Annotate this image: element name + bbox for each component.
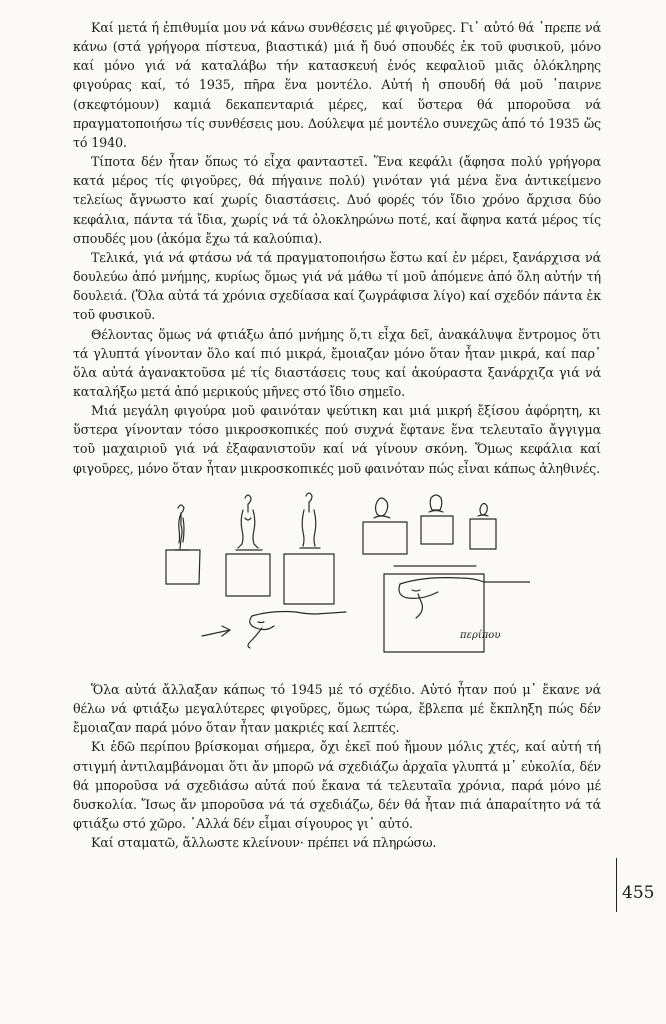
paragraph: Μιά μεγάλη φιγούρα μοῦ φαινόταν ψεύτικη και μιά μικρή ἔξίσου ἀφόρητη, κι ὕστερα γίνονταν τόσο μικροσκοπικές πού συχνά ἔφτανε ἕνα τελευταῖο ἄγγιγμα τοῦ μαχαιριοῦ γιά νά ἐξαφανιστοῦν καί νά γίνουν σκόνη. Ὅμως κεφάλια καί φιγοῦρες, μόνο ὅταν ἦταν μικροσκοπικές μοῦ φαινόταν πώς εἶναι κάπως ἀληθινές. — [73, 403, 601, 476]
bust-sketch-1 — [363, 498, 407, 554]
paragraph: Καί μετά ή ἐπιθυμία μου νά κάνω συνθέσεις μέ φιγοῦρες. Γι᾽ αὐτό θά ᾽πρεπε νά κάνω (στά γρήγορα πίστευα, βιαστικά) μιά ἤ δυό σπουδές ἐκ τοῦ φυσικοῦ, μόνο καί μόνο γιά νά καταλάβω τήν κατασκευή ἑνός κεφαλιοῦ μιᾶς ὁλόκληρης φιγούρας καί, τό 1935, πῆρα ἕνα μοντέλο. Αὐτή ἡ σπουδή θά μοῦ ᾽παιρνε (σκεφτόμουν) καμιά δεκαπενταριά μέρες, καί ὕστερα θά μποροῦσα νά πραγματοποιήσω τίς συνθέσεις μου. Δούλεψα μέ μοντέλο συνεχῶς ἀπό τό 1935 ὥς τό 1940. — [73, 20, 601, 150]
figure-caption: περίπου — [460, 630, 501, 641]
folio-rule — [616, 858, 617, 912]
paragraph: Καί σταματῶ, ἄλλωστε κλείνουν· πρέπει νά πληρώσω. — [91, 835, 437, 851]
paragraph: Τίποτα δέν ἦταν ὅπως τό εἶχα φανταστεῖ. Ἕνα κεφάλι (ἄφησα πολύ γρήγορα κατά μέρος τίς φιγοῦρες, θά πήγαινε πολύ) γινόταν γιά μένα ἕνα ἀντικείμενο τελείως ἄγνωστο καί χωρίς διαστάσεις. Δυό φορές τόν ἴδιο χρόνο ἄρχισα δύο κεφάλια, πάντα τά ἴδια, χωρίς νά τά ὁλοκληρώνω ποτέ, καί ἄφηνα κατά μέρος τίς σπουδές μου (ἀκόμα ἔχω τά καλούπια). — [73, 154, 601, 246]
bust-sketch-2 — [421, 495, 453, 544]
paragraph: Ὅλα αὐτά ἄλλαξαν κάπως τό 1945 μέ τό σχέδιο. Αὐτό ἦταν πού μ᾽ ἔκανε νά θέλω νά φτιάξω μεγαλύτερες φιγοῦρες, ὅμως τώρα, ἔβλεπα μέ ἔκπληξη πώς δέν ἔμοιαζαν παρά μόνο ὅταν ἦταν μακριές καί λεπτές. — [73, 682, 601, 736]
page-number: 455 — [622, 883, 655, 903]
paragraph: Κι ἐδῶ περίπου βρίσκομαι σήμερα, ὄχι ἐκεῖ πού ἤμουν μόλις χτές, καί αὐτή τή στιγμή ἀντιλαμβάνομαι ὅτι ἄν μπορῶ νά σχεδιάζω ἀρχαῖα γλυπτά μ᾽ εὐκολία, δέν θά μποροῦσα νά σχεδιάσω αὐτά πού ἔκανα τά τελευταῖα χρόνια, παρά μόνο μέ δυσκολία. Ἴσως ἄν μποροῦσα νά τά σχεδιάζω, δέν θά ἦταν πιά ἀπαραίτητο νά τά φτιάξω στό χῶρο. ᾽Αλλά δέν εἶμαι σίγουρος γι᾽ αὐτό. — [73, 739, 601, 832]
paragraph: Θέλοντας ὅμως νά φτιάξω ἀπό μνήμης ὅ,τι εἶχα δεῖ, ἀνακάλυψα ἔντρομος ὅτι τά γλυπτά γίνονταν ὅλο καί πιό μικρά, ἔμοιαζαν μόνο ὅταν ἦταν μικρά, καί παρ᾽ ὅλα αὐτά ἀγανακτοῦσα μέ τίς διαστάσεις τους καί ἀκούραστα ξανάρχιζα γιά νά καταλήξω μετά ἀπό μερικούς μῆνες στό ἴδιο σημεῖο. — [73, 326, 601, 399]
figure-sketch-tall — [300, 493, 320, 548]
sketch-figure — [150, 488, 530, 658]
figure-sketch-medium — [236, 495, 262, 550]
text-column-top — [73, 18, 601, 478]
text-column-bottom — [73, 680, 601, 852]
elongated-head-sketch-right — [384, 566, 530, 652]
figure-sketch-small — [175, 505, 189, 550]
elongated-head-sketch-left — [248, 612, 346, 649]
bust-sketch-3 — [470, 504, 496, 550]
paragraph: Τελικά, γιά νά φτάσω νά τά πραγματοποιήσω ἔστω καί ἐν μέρει, ξανάρχισα νά δουλεύω ἀπό μνήμης, κυρίως ὅμως γιά νά μάθω τί μοῦ ἀπόμενε ἀπό ὅλη αὐτήν τή δουλειά. (Ὅλα αὐτά τά χρόνια σχεδίασα καί ζωγράφισα λίγο) καί σχεδόν πάντα ἐκ τοῦ φυσικοῦ. — [73, 249, 601, 323]
